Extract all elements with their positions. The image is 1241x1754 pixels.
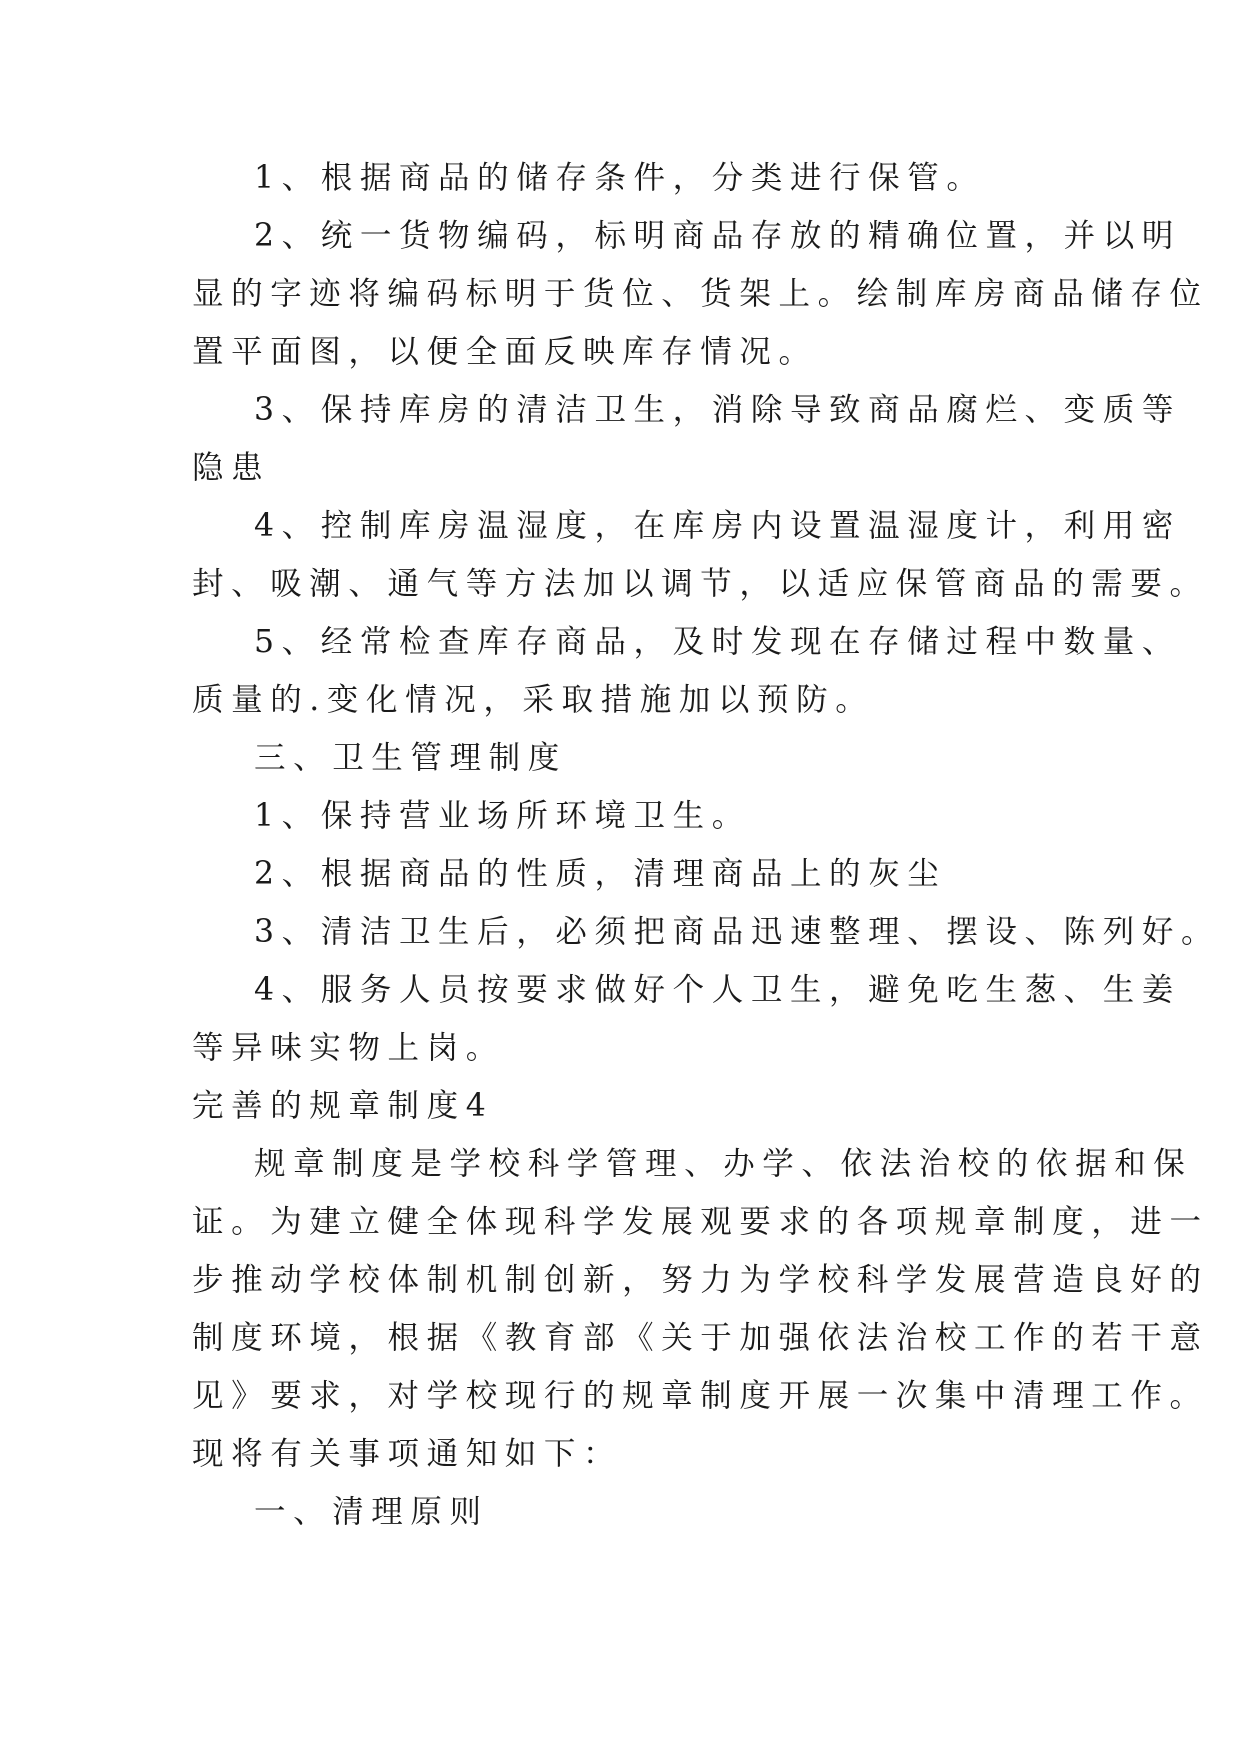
paragraph-line: 步推动学校体制机制创新，努力为学校科学发展营造良好的 [192,1262,1209,1298]
paragraph-line: 质量的.变化情况，采取措施加以预防。 [192,682,875,718]
paragraph-line: 1、根据商品的储存条件，分类进行保管。 [254,160,986,196]
section-heading: 三、卫生管理制度 [254,740,567,776]
paragraph-line: 4、控制库房温湿度，在库房内设置温湿度计，利用密 [254,508,1181,544]
paragraph-line: 证。为建立健全体现科学发展观要求的各项规章制度，进一 [192,1204,1209,1240]
paragraph-line: 现将有关事项通知如下： [192,1436,623,1472]
paragraph-line: 2、统一货物编码，标明商品存放的精确位置，并以明 [254,218,1181,254]
paragraph-line: 显的字迹将编码标明于货位、货架上。绘制库房商品储存位 [192,276,1209,312]
paragraph-line: 3、保持库房的清洁卫生，消除导致商品腐烂、变质等 [254,392,1181,428]
paragraph-line: 置平面图，以便全面反映库存情况。 [192,334,818,370]
paragraph-line: 封、吸潮、通气等方法加以调节，以适应保管商品的需要。 [192,566,1209,602]
paragraph-line: 5、经常检查库存商品，及时发现在存储过程中数量、 [254,624,1181,660]
paragraph-line: 制度环境，根据《教育部《关于加强依法治校工作的若干意 [192,1320,1209,1356]
paragraph-line: 隐患 [192,450,271,486]
paragraph-line: 4、服务人员按要求做好个人卫生，避免吃生葱、生姜 [254,972,1181,1008]
paragraph-line: 1、保持营业场所环境卫生。 [254,798,751,834]
paragraph-line: 等异味实物上岗。 [192,1030,505,1066]
document-title: 完善的规章制度4 [192,1088,494,1124]
paragraph-line: 规章制度是学校科学管理、办学、依法治校的依据和保 [254,1146,1193,1182]
paragraph-line: 3、清洁卫生后，必须把商品迅速整理、摆设、陈列好。 [254,914,1221,950]
paragraph-line: 见》要求，对学校现行的规章制度开展一次集中清理工作。 [192,1378,1209,1414]
section-heading: 一、清理原则 [254,1494,489,1530]
paragraph-line: 2、根据商品的性质，清理商品上的灰尘 [254,856,947,892]
